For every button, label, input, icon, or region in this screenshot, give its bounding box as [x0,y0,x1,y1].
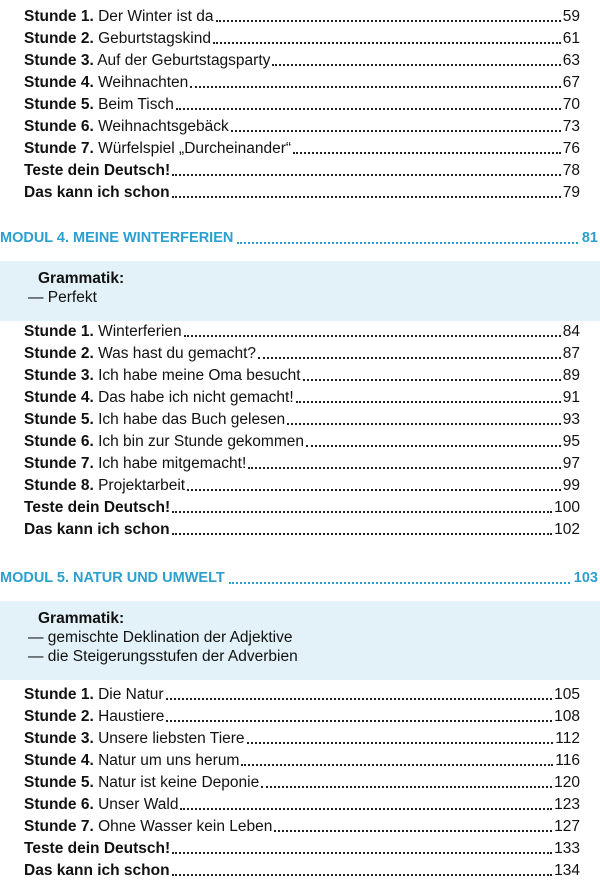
toc-entry[interactable] [24,838,580,860]
toc-entry-title: Unser Wald [93,796,179,813]
dot-leader [293,151,561,154]
toc-entry[interactable] [24,321,580,343]
toc-entry-title: Unsere liebsten Tiere [93,730,245,747]
dot-leader [172,173,561,176]
dot-leader [247,741,554,744]
dot-leader [180,807,552,810]
dot-leader [237,241,578,244]
dot-leader [231,129,561,132]
toc-entry-label: Stunde 7. [24,455,94,472]
toc-entry-label: Stunde 4. [24,74,94,91]
dot-leader [172,873,553,876]
toc-entry-label: Stunde 4. [24,752,94,769]
toc-entry-title: Das habe ich nicht gemacht! [93,389,294,406]
dot-leader [296,400,561,403]
toc-entry-label: Stunde 7. [24,140,94,157]
toc-entry-label: Stunde 5. [24,411,94,428]
dot-leader [187,488,561,491]
toc-entry-title: Ich habe meine Oma besucht [93,367,301,384]
toc-entry-page: 89 [562,367,580,384]
dot-leader [241,763,553,766]
toc-entry[interactable] [24,182,580,204]
toc-entry-title: Winterferien [93,323,182,340]
dot-leader [176,107,561,110]
toc-entry[interactable] [24,431,580,453]
toc-entry-label: Stunde 3. [24,52,94,69]
modul-page: 81 [581,230,598,246]
grammar-title: Grammatik: [38,270,125,287]
toc-entry-page: 70 [562,96,580,113]
dot-leader [303,378,561,381]
dot-leader [248,466,560,469]
toc-entry-label: Stunde 2. [24,345,94,362]
toc-entry-label: Das kann ich schon [24,862,170,879]
toc-entry-page: 67 [562,74,580,91]
toc-entry[interactable] [24,453,580,475]
toc-entry[interactable] [24,94,580,116]
dot-leader [172,851,552,854]
toc-entry-page: 116 [555,752,580,769]
dot-leader [306,444,561,447]
grammar-title: Grammatik: [38,610,125,627]
toc-entry[interactable] [24,772,580,794]
toc-entry-page: 76 [562,140,580,157]
modul-title: MODUL 5. NATUR UND UMWELT [0,570,225,586]
toc-entry-page: 100 [554,499,580,516]
dot-leader [258,356,561,359]
toc-entry[interactable] [24,750,580,772]
toc-entry-label: Stunde 2. [24,30,94,47]
grammar-item: — Perfekt [28,289,97,306]
toc-entry-label: Stunde 1. [24,686,94,703]
toc-entry[interactable] [24,728,580,750]
dot-leader [184,334,561,337]
toc-entry-title: Ohne Wasser kein Leben [93,818,273,835]
dot-leader [229,581,570,584]
toc-entry-page: 79 [562,184,580,201]
toc-entry-label: Stunde 4. [24,389,94,406]
toc-entry-label: Stunde 6. [24,118,94,135]
toc-entry-page: 73 [562,118,580,135]
toc-entry-title: Auf der Geburtstagsparty [93,52,271,69]
toc-entry-page: 105 [554,686,580,703]
dot-leader [274,829,552,832]
toc-entry-title: Beim Tisch [93,96,174,113]
modul-heading[interactable] [0,565,598,591]
dot-leader [190,85,560,88]
toc-entry-page: 120 [554,774,580,791]
toc-entry-page: 97 [562,455,580,472]
dot-leader [216,19,561,22]
toc-entry[interactable] [24,72,580,94]
toc-entry[interactable] [24,365,580,387]
toc-entry-label: Stunde 6. [24,796,94,813]
toc-entry-title: Projektarbeit [93,477,186,494]
modul-title: MODUL 4. MEINE WINTERFERIEN [0,230,234,246]
toc-entry-page: 134 [554,862,580,879]
toc-entry-label: Stunde 1. [24,323,94,340]
toc-entry-title: Die Natur [93,686,164,703]
dot-leader [166,719,552,722]
toc-entry-title: Was hast du gemacht? [93,345,257,362]
toc-entry-label: Das kann ich schon [24,184,170,201]
toc-entry-title: Geburtstagskind [93,30,211,47]
toc-entry-page: 61 [562,30,580,47]
toc-entry-label: Stunde 6. [24,433,94,450]
toc-entry-title: Weihnachtsgebäck [93,118,229,135]
toc-entry-page: 93 [562,411,580,428]
toc-entry-title: Ich habe das Buch gelesen [93,411,286,428]
toc-entry[interactable] [24,497,580,519]
grammar-item: — gemischte Deklination der Adjektive [28,629,293,646]
toc-entry[interactable] [24,343,580,365]
toc-entry-page: 133 [554,840,580,857]
toc-entry-title: Weihnachten [93,74,189,91]
toc-entry-label: Stunde 2. [24,708,94,725]
dot-leader [172,510,552,513]
toc-entry[interactable] [24,50,580,72]
toc-entry[interactable] [24,138,580,160]
toc-entry-title: Ich bin zur Stunde gekommen [93,433,304,450]
toc-entry-title: Der Winter ist da [93,8,214,25]
toc-entry-page: 108 [554,708,580,725]
toc-entry-title: Natur ist keine Deponie [93,774,260,791]
toc-entry[interactable] [24,519,580,541]
dot-leader [172,532,553,535]
toc-entry[interactable] [24,6,580,28]
modul-heading[interactable] [0,225,598,251]
dot-leader [261,785,552,788]
dot-leader [213,41,561,44]
toc-entry-page: 63 [562,52,580,69]
toc-entry[interactable] [24,475,580,497]
toc-entry-title: Ich habe mitgemacht! [93,455,247,472]
dot-leader [287,422,561,425]
toc-entry[interactable] [24,28,580,50]
toc-entry-page: 112 [555,730,580,747]
toc-entry[interactable] [24,116,580,138]
toc-entry-page: 78 [562,162,580,179]
toc-entry[interactable] [24,860,580,882]
toc-entry-label: Teste dein Deutsch! [24,162,171,179]
toc-entry-label: Stunde 7. [24,818,94,835]
toc-entry-label: Stunde 5. [24,774,94,791]
toc-entry-label: Stunde 3. [24,730,94,747]
toc-entry[interactable] [24,160,580,182]
dot-leader [166,697,553,700]
toc-entry-page: 84 [562,323,580,340]
grammar-box [0,601,600,680]
toc-entry-label: Stunde 5. [24,96,94,113]
toc-entry-page: 59 [562,8,580,25]
toc-entry-page: 87 [562,345,580,362]
grammar-item: — die Steigerungsstufen der Adverbien [28,648,298,665]
toc-entry[interactable] [24,684,580,706]
toc-entry[interactable] [24,794,580,816]
toc-entry[interactable] [24,387,580,409]
toc-entry-page: 99 [562,477,580,494]
toc-entry-title: Natur um uns herum [93,752,240,769]
toc-entry-page: 102 [554,521,580,538]
dot-leader [172,195,561,198]
toc-entry-page: 127 [554,818,580,835]
grammar-box [0,261,600,321]
toc-entry[interactable] [24,816,580,838]
modul-page: 103 [573,570,598,586]
toc-entry-label: Stunde 1. [24,8,94,25]
toc-entry-label: Teste dein Deutsch! [24,840,171,857]
toc-entry-label: Stunde 8. [24,477,94,494]
toc-entry[interactable] [24,409,580,431]
toc-entry-label: Das kann ich schon [24,521,170,538]
toc-entry-label: Teste dein Deutsch! [24,499,171,516]
toc-entry-title: Haustiere [93,708,165,725]
toc-entry[interactable] [24,706,580,728]
toc-entry-page: 95 [562,433,580,450]
toc-entry-page: 123 [554,796,580,813]
toc-entry-page: 91 [562,389,580,406]
toc-entry-label: Stunde 3. [24,367,94,384]
dot-leader [272,63,560,66]
toc-entry-title: Würfelspiel „Durcheinander“ [93,140,292,157]
